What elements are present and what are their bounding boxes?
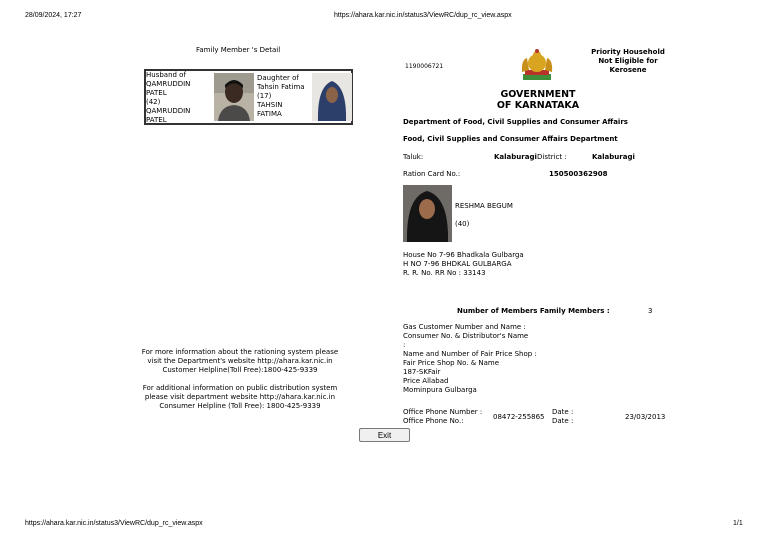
- family-member-2-text: [257, 74, 305, 119]
- govt-line-2: OF KARNATAKA: [496, 100, 580, 111]
- info-line-4: For additional information on public distribution system: [142, 384, 338, 392]
- fps-line-3: Mominpura Gulbarga: [403, 386, 477, 394]
- department-name-1: Department of Food, Civil Supplies and Consumer Affairs: [403, 118, 628, 126]
- print-url: https://ahara.kar.nic.in/status3/ViewRC/dup_rc_view.aspx: [334, 12, 512, 19]
- family-member-1-text: [146, 71, 190, 125]
- members-count-label: Number of Members Family Members :: [457, 307, 610, 315]
- info-line-2: visit the Department's website http://ahara.kar.nic.in: [147, 357, 333, 365]
- exit-button[interactable]: Exit: [359, 428, 410, 442]
- member-1-name-first: QAMRUDDIN: [146, 107, 191, 115]
- info-line-5: please visit department website http://ahara.kar.nic.in: [144, 393, 336, 401]
- address-block: [403, 251, 524, 278]
- member-1-photo: [214, 73, 254, 121]
- district-value: Kalaburagi: [592, 153, 635, 161]
- consumer-label: Consumer No. & Distributor's Name: [403, 332, 529, 340]
- office-phone-value: 08472-255865: [493, 413, 545, 421]
- family-detail-title: Family Member 's Detail: [196, 46, 281, 54]
- member-2-relative: Tahsin Fatima: [257, 83, 305, 91]
- fps-line-2: Price Allabad: [403, 377, 449, 385]
- card-code: 1190006721: [405, 63, 444, 70]
- karnataka-emblem-icon: [519, 48, 555, 82]
- family-members-table: [144, 69, 353, 125]
- member-2-name-last: FATIMA: [257, 110, 282, 118]
- member-1-relative-last: PATEL: [146, 89, 167, 97]
- fair-price-shop: [403, 350, 537, 395]
- date-label-2: Date :: [552, 417, 574, 425]
- govt-line-1: GOVERNMENT: [500, 89, 576, 100]
- card-holder-name: RESHMA BEGUM: [455, 202, 513, 210]
- date-label-1: Date :: [552, 408, 574, 416]
- print-datetime: 28/09/2024, 17:27: [25, 12, 82, 19]
- info-line-3: Customer Helpline(Toll Free):1800-425-9339: [162, 366, 318, 374]
- phone-label-2: Office Phone No.:: [403, 417, 464, 425]
- member-2-relation: Daughter of: [257, 74, 299, 82]
- ration-card-number: 150500362908: [549, 170, 608, 178]
- fps-line-1: 187-SKFair: [403, 368, 441, 376]
- member-1-relation: Husband of: [146, 71, 186, 79]
- rationing-info-text: [128, 348, 352, 375]
- address-line-3: R. R. No. RR No : 33143: [403, 269, 486, 277]
- member-2-age: (17): [257, 92, 272, 100]
- phone-label-1: Office Phone Number :: [403, 408, 483, 416]
- category-line-1: Priority Household: [591, 48, 665, 56]
- department-name-2: Food, Civil Supplies and Consumer Affairs Department: [403, 135, 618, 143]
- card-holder-photo: [403, 185, 452, 242]
- address-line-2: H NO 7-96 BHDKAL GULBARGA: [403, 260, 512, 268]
- gas-details: [403, 323, 528, 350]
- info-line-6: Consumer Helpline (Toll Free): 1800-425-9339: [159, 402, 321, 410]
- member-1-age: (42): [146, 98, 161, 106]
- government-title: [488, 89, 588, 111]
- print-footer-url: https://ahara.kar.nic.in/status3/ViewRC/dup_rc_view.aspx: [25, 520, 203, 527]
- member-2-photo: [312, 73, 352, 121]
- gas-label: Gas Customer Number and Name :: [403, 323, 526, 331]
- date-value: 23/03/2013: [625, 413, 666, 421]
- members-count-value: 3: [648, 307, 653, 315]
- pds-info-text: [128, 384, 352, 411]
- member-1-relative-first: QAMRUDDIN: [146, 80, 191, 88]
- taluk-label: Taluk:: [403, 153, 424, 161]
- member-1-name-last: PATEL: [146, 116, 167, 124]
- print-page-number: 1/1: [733, 520, 743, 527]
- taluk-value: Kalaburagi: [494, 153, 537, 161]
- fps-sub-label: Fair Price Shop No. & Name: [403, 359, 500, 367]
- fps-label: Name and Number of Fair Price Shop :: [403, 350, 537, 358]
- card-category: [586, 48, 670, 75]
- district-label: District :: [537, 153, 567, 161]
- card-holder-age: (40): [455, 220, 470, 228]
- consumer-value: :: [403, 341, 406, 349]
- ration-card-label: Ration Card No.:: [403, 170, 461, 178]
- date-labels: [552, 408, 573, 426]
- address-line-1: House No 7-96 Bhadkala Gulbarga: [403, 251, 524, 259]
- info-line-1: For more information about the rationing system please: [141, 348, 339, 356]
- member-2-name-first: TAHSIN: [257, 101, 283, 109]
- category-line-2: Not Eligible for: [598, 57, 658, 65]
- office-phone-labels: [403, 408, 482, 426]
- category-line-3: Kerosene: [609, 66, 647, 74]
